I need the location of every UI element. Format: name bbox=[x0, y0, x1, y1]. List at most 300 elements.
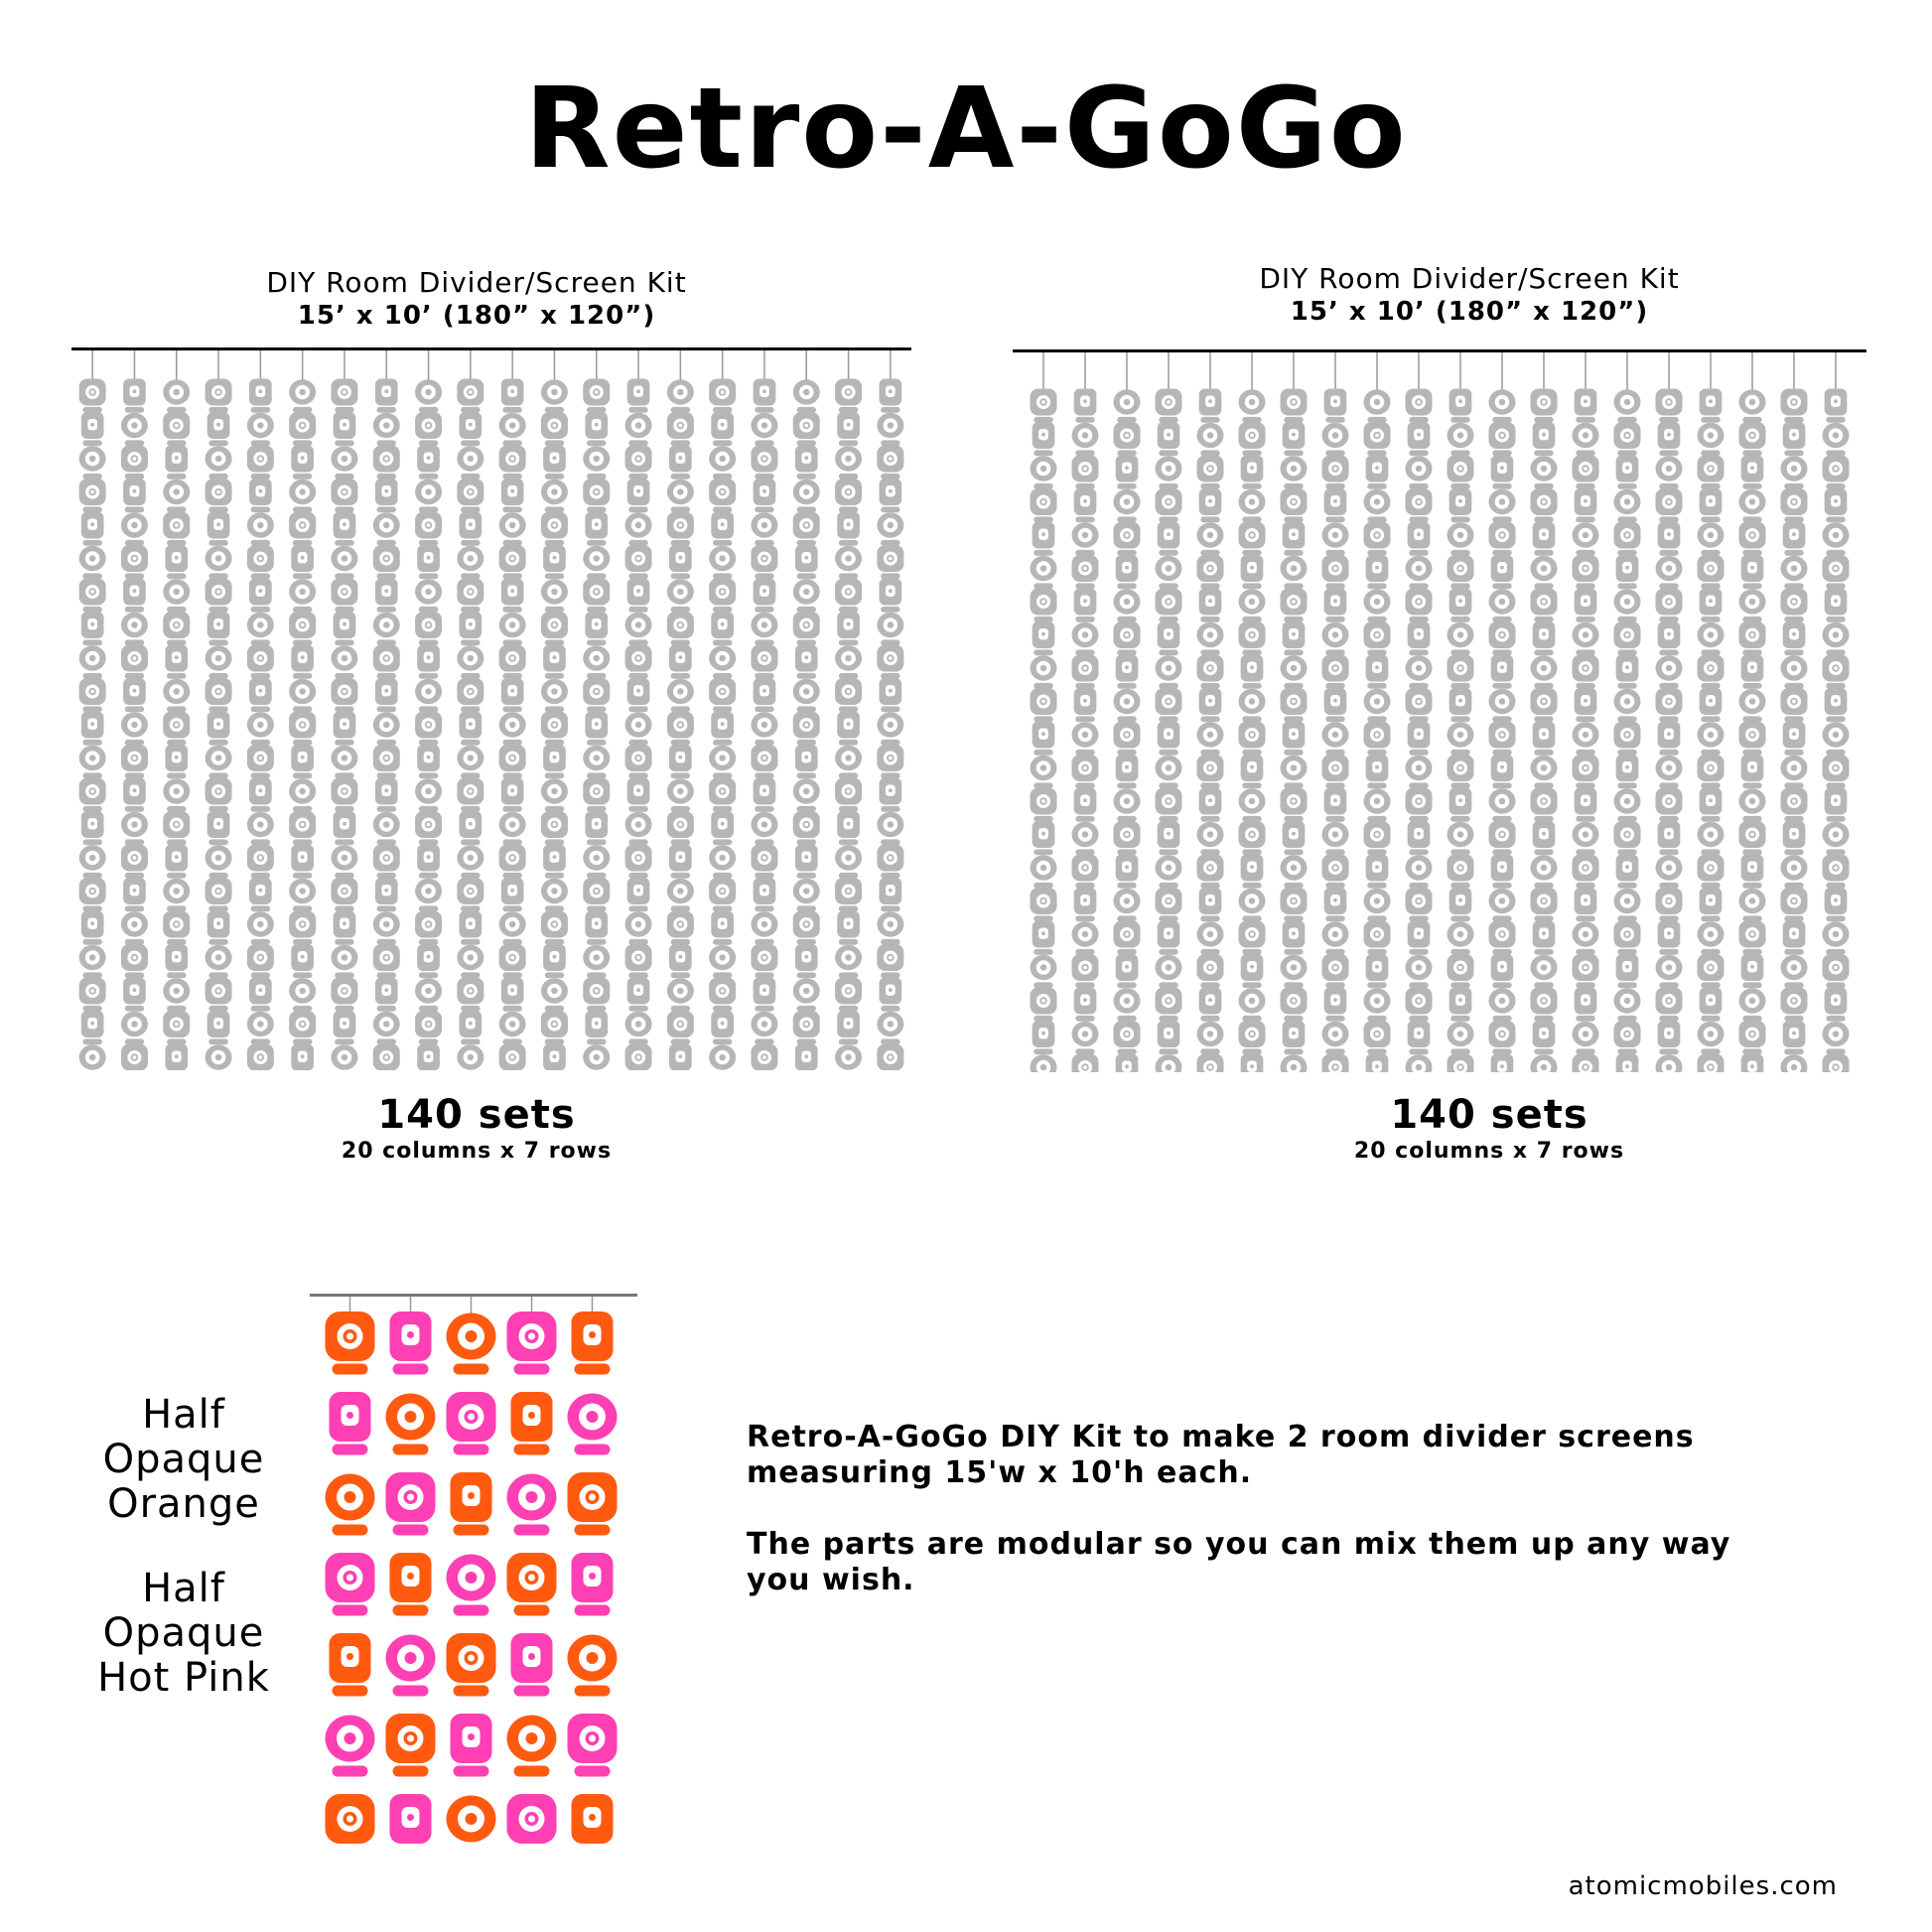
curtain-tile bbox=[1448, 722, 1474, 747]
curtain-tile bbox=[1197, 456, 1224, 483]
curtain-tile bbox=[415, 379, 442, 404]
curtain-tile bbox=[1783, 821, 1806, 848]
curtain-tile bbox=[837, 612, 860, 638]
curtain-connector bbox=[377, 474, 396, 480]
curtain-tile bbox=[835, 978, 862, 1005]
curtain-tile bbox=[709, 546, 736, 571]
curtain-connector bbox=[1242, 683, 1261, 689]
curtain-connector bbox=[1576, 949, 1594, 955]
curtain-tile bbox=[1741, 555, 1764, 582]
curtain-tile bbox=[460, 811, 483, 838]
curtain-connector bbox=[167, 839, 186, 845]
curtain-connector bbox=[461, 1038, 480, 1044]
curtain-connector bbox=[1075, 649, 1094, 655]
curtain-connector bbox=[293, 839, 312, 845]
curtain-tile bbox=[1408, 821, 1431, 848]
curtain-connector bbox=[671, 573, 690, 579]
curtain-connector bbox=[1242, 550, 1261, 556]
curtain-connector bbox=[377, 772, 396, 778]
curtain-connector bbox=[1742, 915, 1761, 921]
curtain-connector bbox=[713, 806, 732, 812]
curtain-connector bbox=[82, 939, 101, 945]
curtain-connector bbox=[502, 506, 521, 512]
curtain-tile bbox=[1324, 389, 1347, 416]
curtain-connector bbox=[251, 905, 270, 911]
curtain-connector bbox=[713, 972, 732, 978]
curtain-connector bbox=[377, 573, 396, 579]
curtain-tile bbox=[1156, 1054, 1182, 1072]
curtain-connector bbox=[1576, 550, 1594, 556]
curtain-tile bbox=[1072, 921, 1099, 946]
curtain-tile bbox=[583, 878, 610, 904]
curtain-tile bbox=[249, 579, 272, 606]
curtain-tile bbox=[499, 745, 526, 771]
curtain-connector bbox=[713, 939, 732, 945]
curtain-tile bbox=[79, 479, 106, 505]
curtain-connector bbox=[251, 873, 270, 879]
curtain-connector bbox=[251, 939, 270, 945]
curtain-tile bbox=[289, 811, 316, 838]
curtain-tile bbox=[667, 911, 694, 938]
curtain-tile bbox=[585, 512, 608, 539]
curtain-tile bbox=[1364, 921, 1391, 948]
curtain-connector bbox=[881, 407, 899, 413]
curtain-tile bbox=[1406, 589, 1433, 616]
curtain-connector bbox=[514, 1686, 550, 1697]
curtain-tile bbox=[877, 1044, 903, 1071]
curtain-connector bbox=[1075, 849, 1094, 855]
curtain-tile bbox=[1823, 456, 1850, 483]
curtain-connector bbox=[1784, 483, 1803, 489]
curtain-connector bbox=[1450, 450, 1469, 456]
curtain-tile bbox=[331, 845, 357, 870]
curtain-tile bbox=[835, 546, 862, 571]
curtain-tile bbox=[583, 746, 610, 770]
curtain-tile bbox=[625, 413, 652, 438]
curtain-connector bbox=[1617, 849, 1636, 855]
curtain-connector bbox=[1534, 483, 1553, 489]
curtain-tile bbox=[1656, 888, 1683, 914]
curtain-connector bbox=[628, 972, 647, 978]
curtain-tile bbox=[375, 579, 398, 606]
curtain-tile bbox=[206, 746, 232, 770]
curtain-connector bbox=[419, 772, 438, 778]
curtain-connector bbox=[1576, 450, 1594, 456]
curtain-tile bbox=[1116, 954, 1139, 981]
curtain-tile bbox=[375, 778, 398, 805]
curtain-tile bbox=[1741, 855, 1764, 882]
curtain-tile bbox=[1533, 1021, 1556, 1047]
curtain-connector bbox=[1367, 750, 1386, 756]
curtain-tile bbox=[415, 512, 442, 539]
curtain-connector bbox=[335, 639, 353, 645]
curtain-connector bbox=[1200, 550, 1219, 556]
curtain-tile bbox=[375, 678, 398, 705]
curtain-tile bbox=[1322, 423, 1349, 448]
curtain-tile bbox=[1366, 456, 1389, 483]
curtain-tile bbox=[457, 778, 483, 805]
curtain-connector bbox=[1784, 649, 1803, 655]
curtain-tile bbox=[1658, 1021, 1681, 1047]
curtain-tile bbox=[877, 911, 903, 936]
curtain-connector bbox=[293, 1006, 312, 1012]
curtain-connector bbox=[1117, 683, 1136, 689]
curtain-tile bbox=[583, 1044, 610, 1069]
curtain-connector bbox=[1075, 750, 1094, 756]
curtain-connector bbox=[1701, 550, 1720, 556]
curtain-tile bbox=[1489, 889, 1516, 913]
curtain-connector bbox=[1534, 683, 1553, 689]
description-line-2: The parts are modular so you can mix them up any way you wish. bbox=[747, 1527, 1731, 1597]
curtain-tile bbox=[585, 712, 608, 739]
curtain-connector bbox=[1826, 982, 1845, 988]
curtain-connector bbox=[1325, 583, 1344, 589]
curtain-connector bbox=[514, 1525, 550, 1536]
curtain-tile bbox=[1614, 422, 1641, 449]
curtain-tile bbox=[1448, 1054, 1474, 1073]
curtain-connector bbox=[1367, 550, 1386, 556]
curtain-connector bbox=[502, 440, 521, 446]
curtain-tile bbox=[1281, 589, 1308, 616]
curtain-tile bbox=[835, 379, 862, 406]
retro-a-gogo-logo bbox=[470, 69, 1462, 189]
curtain-connector bbox=[419, 639, 438, 645]
curtain-connector bbox=[1034, 417, 1052, 423]
curtain-connector bbox=[1034, 583, 1052, 589]
curtain-connector bbox=[393, 1445, 429, 1455]
curtain-tile bbox=[1781, 589, 1808, 616]
curtain-connector bbox=[502, 607, 521, 613]
curtain-tile bbox=[1197, 423, 1224, 448]
curtain-connector bbox=[1159, 516, 1177, 522]
curtain-tile bbox=[1573, 1054, 1599, 1073]
curtain-connector bbox=[1659, 550, 1678, 556]
curtain-connector bbox=[208, 474, 227, 480]
curtain-tile bbox=[79, 845, 106, 870]
curtain-connector bbox=[1784, 617, 1803, 622]
curtain-connector bbox=[1284, 750, 1303, 756]
curtain-tile bbox=[1491, 954, 1514, 981]
curtain-connector bbox=[1117, 1016, 1136, 1022]
curtain-tile bbox=[1531, 556, 1558, 581]
curtain-connector bbox=[419, 407, 438, 413]
curtain-connector bbox=[1325, 683, 1344, 689]
curtain-connector bbox=[587, 972, 606, 978]
curtain-tile bbox=[121, 712, 148, 737]
curtain-connector bbox=[419, 706, 438, 712]
curtain-connector bbox=[1576, 516, 1594, 522]
curtain-connector bbox=[335, 1006, 353, 1012]
curtain-connector bbox=[208, 607, 227, 613]
curtain-connector bbox=[713, 673, 732, 679]
curtain-tile bbox=[1741, 655, 1764, 682]
curtain-connector bbox=[839, 639, 858, 645]
curtain-tile bbox=[247, 745, 274, 771]
curtain-connector bbox=[797, 573, 816, 579]
curtain-tile bbox=[1199, 988, 1222, 1015]
curtain-connector bbox=[628, 706, 647, 712]
curtain-tile bbox=[837, 712, 860, 739]
curtain-tile bbox=[1783, 422, 1806, 449]
curtain-tile bbox=[709, 746, 736, 770]
curtain-tile bbox=[543, 944, 566, 971]
curtain-connector bbox=[587, 573, 606, 579]
curtain-connector bbox=[755, 573, 773, 579]
curtain-tile bbox=[1449, 589, 1472, 616]
curtain-tile bbox=[541, 879, 568, 903]
curtain-tile bbox=[1072, 555, 1099, 582]
curtain-connector bbox=[125, 706, 144, 712]
curtain-tile bbox=[1781, 888, 1808, 914]
curtain-connector bbox=[881, 1006, 899, 1012]
curtain-connector bbox=[1325, 417, 1344, 423]
curtain-tile bbox=[1031, 389, 1057, 416]
curtain-tile bbox=[1448, 655, 1474, 682]
curtain-tile bbox=[541, 412, 568, 439]
curtain-tile bbox=[627, 479, 650, 505]
curtain-tile bbox=[625, 613, 652, 637]
curtain-tile bbox=[373, 645, 400, 672]
curtain-tile bbox=[81, 1011, 104, 1037]
curtain-tile bbox=[1491, 456, 1514, 483]
curtain-tile bbox=[1575, 389, 1597, 416]
curtain-connector bbox=[1325, 949, 1344, 955]
curtain-connector bbox=[713, 540, 732, 546]
curtain-tile bbox=[289, 1011, 316, 1037]
curtain-connector bbox=[1367, 982, 1386, 988]
curtain-connector bbox=[1576, 982, 1594, 988]
curtain-tile bbox=[1366, 755, 1389, 781]
curtain-tile bbox=[1406, 655, 1433, 680]
curtain-connector bbox=[881, 905, 899, 911]
curtain-connector bbox=[1492, 849, 1511, 855]
curtain-connector bbox=[1075, 417, 1094, 423]
curtain-tile bbox=[667, 1011, 694, 1037]
curtain-tile bbox=[1823, 655, 1850, 682]
curtain-tile bbox=[507, 1311, 557, 1361]
curtain-tile bbox=[415, 811, 442, 838]
curtain-connector bbox=[1075, 483, 1094, 489]
curtain-connector bbox=[1242, 516, 1261, 522]
curtain-tile bbox=[625, 944, 652, 971]
curtain-connector bbox=[1159, 982, 1177, 988]
curtain-connector bbox=[1576, 1048, 1594, 1054]
curtain-tile bbox=[1322, 1022, 1349, 1046]
curtain-tile bbox=[501, 479, 524, 505]
curtain-tile bbox=[415, 911, 442, 938]
curtain-tile bbox=[795, 545, 818, 572]
curtain-connector bbox=[1117, 849, 1136, 855]
curtain-tile bbox=[583, 379, 610, 406]
curtain-connector bbox=[587, 440, 606, 446]
curtain-connector bbox=[1325, 450, 1344, 456]
curtain-tile bbox=[625, 645, 652, 672]
curtain-connector bbox=[575, 1445, 611, 1455]
curtain-tile bbox=[1197, 722, 1224, 747]
curtain-connector bbox=[545, 407, 564, 413]
curtain-tile bbox=[1531, 456, 1558, 481]
curtain-connector bbox=[545, 474, 564, 480]
curtain-connector bbox=[575, 1525, 611, 1536]
curtain-tile bbox=[331, 645, 357, 670]
curtain-tile bbox=[709, 579, 736, 606]
curtain-connector bbox=[1159, 617, 1177, 622]
curtain-tile bbox=[1072, 522, 1099, 547]
curtain-tile bbox=[1656, 655, 1683, 680]
curtain-tile bbox=[499, 446, 526, 473]
curtain-tile bbox=[1656, 855, 1683, 880]
curtain-tile bbox=[373, 613, 400, 637]
curtain-connector bbox=[1367, 683, 1386, 689]
curtain-connector bbox=[82, 1038, 101, 1044]
curtain-connector bbox=[1701, 716, 1720, 722]
curtain-connector bbox=[1409, 750, 1428, 756]
curtain-tile bbox=[1575, 988, 1597, 1015]
curtain-tile bbox=[289, 579, 316, 604]
curtain-connector bbox=[502, 1006, 521, 1012]
curtain-connector bbox=[1117, 750, 1136, 756]
curtain-tile bbox=[460, 911, 483, 938]
curtain-tile bbox=[1783, 722, 1806, 749]
curtain-tile bbox=[1197, 822, 1224, 847]
curtain-tile bbox=[507, 1794, 557, 1844]
curtain-connector bbox=[461, 1006, 480, 1012]
curtain-connector bbox=[1325, 716, 1344, 722]
curtain-tile bbox=[1614, 889, 1641, 913]
curtain-tile bbox=[751, 845, 777, 872]
curtain-tile bbox=[1741, 456, 1764, 483]
curtain-connector bbox=[1034, 450, 1052, 456]
curtain-connector bbox=[881, 607, 899, 613]
curtain-connector bbox=[251, 706, 270, 712]
curtain-connector bbox=[1576, 417, 1594, 423]
curtain-connector bbox=[671, 839, 690, 845]
curtain-connector bbox=[1534, 982, 1553, 988]
curtain-tile bbox=[1533, 422, 1556, 449]
curtain-connector bbox=[1742, 583, 1761, 589]
curtain-connector bbox=[167, 706, 186, 712]
curtain-connector bbox=[1492, 683, 1511, 689]
curtain-tile bbox=[373, 845, 400, 872]
curtain-connector bbox=[377, 706, 396, 712]
curtain-tile bbox=[373, 446, 400, 473]
curtain-tile bbox=[1531, 688, 1558, 715]
curtain-connector bbox=[628, 873, 647, 879]
curtain-connector bbox=[797, 706, 816, 712]
curtain-connector bbox=[628, 673, 647, 679]
curtain-connector bbox=[1742, 483, 1761, 489]
curtain-connector bbox=[1034, 883, 1052, 889]
curtain-connector bbox=[1242, 816, 1261, 822]
curtain-connector bbox=[1492, 1048, 1511, 1054]
curtain-tile bbox=[709, 479, 736, 505]
curtain-connector bbox=[1117, 782, 1136, 788]
curtain-connector bbox=[167, 939, 186, 945]
curtain-connector bbox=[1742, 617, 1761, 622]
curtain-tile bbox=[1739, 722, 1766, 749]
curtain-connector bbox=[1742, 982, 1761, 988]
curtain-connector bbox=[251, 972, 270, 978]
curtain-connector bbox=[1659, 949, 1678, 955]
curtain-connector bbox=[1075, 450, 1094, 456]
curtain-tile bbox=[795, 745, 818, 771]
curtain-tile bbox=[1072, 1022, 1099, 1046]
curtain-connector bbox=[461, 740, 480, 746]
curtain-connector bbox=[1784, 550, 1803, 556]
curtain-connector bbox=[587, 740, 606, 746]
curtain-tile bbox=[1197, 1054, 1224, 1073]
curtain-connector bbox=[1617, 915, 1636, 921]
curtain-tile bbox=[331, 978, 357, 1005]
curtain-tile bbox=[1072, 822, 1099, 847]
curtain-tile bbox=[711, 811, 734, 838]
curtain-tile bbox=[793, 778, 820, 803]
curtain-tile bbox=[1531, 488, 1558, 515]
curtain-tile bbox=[1406, 756, 1433, 780]
curtain-tile bbox=[417, 545, 440, 572]
curtain-tile bbox=[501, 678, 524, 705]
curtain-tile bbox=[1489, 689, 1516, 714]
curtain-tile bbox=[625, 512, 652, 537]
curtain-connector bbox=[881, 706, 899, 712]
curtain-tile bbox=[1656, 456, 1683, 481]
curtain-tile bbox=[1199, 788, 1222, 815]
curtain-connector bbox=[1284, 516, 1303, 522]
curtain-tile bbox=[163, 612, 190, 638]
curtain-connector bbox=[1534, 583, 1553, 589]
curtain-connector bbox=[82, 740, 101, 746]
curtain-connector bbox=[1534, 550, 1553, 556]
curtain-tile bbox=[1116, 855, 1139, 882]
curtain-connector bbox=[1075, 683, 1094, 689]
curtain-tile bbox=[1531, 955, 1558, 980]
curtain-tile bbox=[1614, 921, 1641, 948]
curtain-connector bbox=[1075, 782, 1094, 788]
curtain-connector bbox=[393, 1686, 429, 1697]
curtain-tile bbox=[1700, 788, 1723, 815]
curtain-tile bbox=[835, 878, 862, 904]
curtain-tile bbox=[373, 545, 400, 572]
curtain-connector bbox=[587, 939, 606, 945]
curtain-tile bbox=[1364, 422, 1391, 449]
curtain-tile bbox=[1241, 655, 1264, 682]
curtain-tile bbox=[415, 480, 442, 504]
curtain-tile bbox=[1406, 788, 1433, 815]
curtain-tile bbox=[1489, 621, 1516, 648]
curtain-connector bbox=[167, 1038, 186, 1044]
curtain-tile bbox=[1614, 821, 1641, 848]
curtain-tile bbox=[163, 512, 190, 539]
curtain-connector bbox=[208, 1038, 227, 1044]
curtain-tile bbox=[583, 678, 610, 705]
curtain-connector bbox=[1409, 716, 1428, 722]
curtain-tile bbox=[1322, 822, 1349, 847]
curtain-connector bbox=[1325, 1048, 1344, 1054]
curtain-tile bbox=[1573, 423, 1599, 448]
curtain-connector bbox=[419, 474, 438, 480]
curtain-connector bbox=[251, 407, 270, 413]
website-link[interactable]: atomicmobiles.com bbox=[1568, 1871, 1838, 1901]
curtain-tile bbox=[1074, 888, 1097, 914]
curtain-tile bbox=[754, 878, 776, 904]
curtain-connector bbox=[293, 540, 312, 546]
curtain-tile bbox=[81, 512, 104, 539]
curtain-connector bbox=[575, 1766, 611, 1777]
curtain-connector bbox=[797, 972, 816, 978]
curtain-connector bbox=[1492, 982, 1511, 988]
curtain-tile bbox=[1281, 488, 1308, 515]
curtain-connector bbox=[1784, 816, 1803, 822]
